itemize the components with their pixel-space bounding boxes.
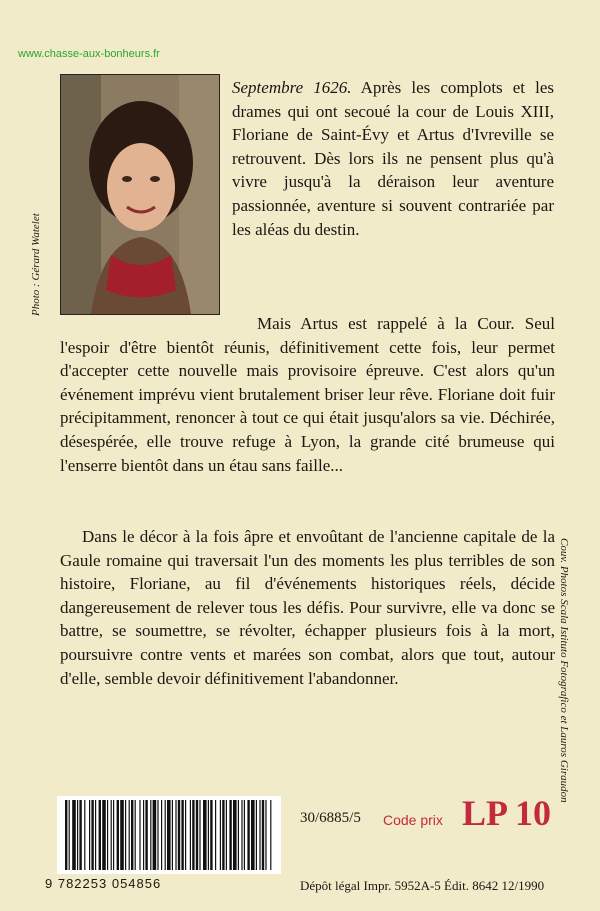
cover-credit: Couv. Photos Scala Istituto Fotografico et Lauros Giraudon [558, 538, 570, 803]
blurb-paragraph-2: Mais Artus est rappelé à la Cour. Seul l'espoir d'être bientôt réunis, définitivement cette fois, leur permet d'accepter cette nouvelle mais provisoire épreuve. C'est alors qu'un événement imprévu vient brutalement briser leur rêve. Floriane doit fuir précipitamment, renoncer à tout ce qui était jusqu'alors sa vie. Déchirée, désespérée, elle trouve refuge à Lyon, la grande cité brumeuse qui l'enserre bientôt dans un étau sans faille... [60, 314, 555, 475]
price-code-label: Code prix [383, 812, 443, 828]
photo-credit: Photo : Gérard Watelet [30, 213, 42, 316]
website-watermark: www.chasse-aux-bonheurs.fr [18, 48, 160, 60]
blurb-date: Septembre 1626. [232, 78, 352, 97]
blurb-paragraph-3: Dans le décor à la fois âpre et envoûtant de l'ancienne capitale de la Gaule romaine qui traversait l'un des moments les plus terribles de son histoire, Floriane, au fil d'événements historiques réels, décide dangereusement de relever tous les défis. Pour survivre, elle va donc se battre, se soumettre, se révolter, échapper plusieurs fois à la mort, poursuivre contre vents et marées son combat, alors que tout, autour d'elle, semble devoir définitivement l'abandonner. [60, 527, 555, 688]
blurb-paragraph-1-text: Après les complots et les drames qui ont secoué la cour de Louis XIII, Floriane de Saint-Évy et Artus d'Ivreville se retrouvent. Dès lors ils ne pensent plus qu'à vivre jusqu'à la déraison leur aventure passionnée, aventure si souvent contrariée par les aléas du destin. [232, 78, 555, 239]
author-photo [60, 74, 220, 315]
blurb-paragraph-1 [232, 76, 554, 241]
depot-legal: Dépôt légal Impr. 5952A-5 Édit. 8642 12/1990 [300, 878, 545, 893]
price-code-value: LP 10 [462, 793, 552, 833]
reference-number: 30/6885/5 [300, 810, 361, 826]
barcode [57, 796, 281, 874]
barcode-number: 9 782253 054856 [45, 876, 162, 891]
